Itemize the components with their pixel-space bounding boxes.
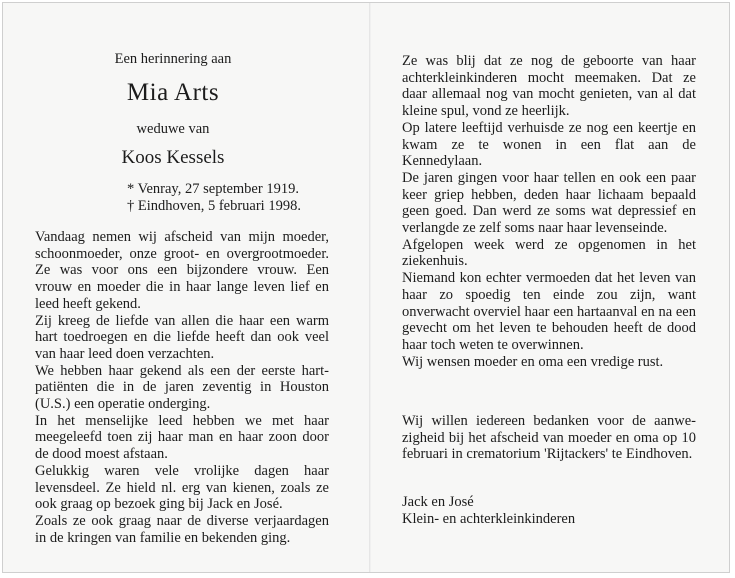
- card-fold: [369, 3, 371, 572]
- text-paragraph: Afgelopen week werd ze opgenomen in het ziekenhuis.: [402, 236, 696, 270]
- birth-line: * Venray, 27 september 1919.: [127, 181, 299, 197]
- text-paragraph: Vandaag nemen wij afscheid van mijn moeder, schoonmoeder, onze groot- en overgrootmoeder. Ze was voor ons een bijzondere vrouw. Een vrouw en moeder die in haar lange leven lief en leed heeft gekend.: [35, 229, 329, 312]
- text-paragraph: Ze was blij dat ze nog de geboorte van haar achterkleinkinderen mocht meemaken. Dat ze daar allemaal nog van mocht genieten, van al dat kleine spul, vond ze heerlijk.: [402, 53, 696, 120]
- text-paragraph: De jaren gingen voor haar tellen en ook een paar keer griep hebben, deden haar lichaam bepaald geen goed. Dan werd ze soms wat depressief en verlangde ze zelf soms naar haar levenseinde.: [402, 169, 696, 237]
- widow-of-line: weduwe van: [136, 121, 210, 137]
- text-paragraph: Zoals ze ook graag naar de diverse verjaardagen in de kringen van familie en bekenden ging.: [35, 512, 329, 546]
- memorial-card: [2, 2, 730, 573]
- signature-relatives: Klein- en achterkleinkinderen: [402, 511, 576, 527]
- text-paragraph: Niemand kon echter vermoeden dat het leven van haar zo spoedig ten einde zou zijn, want onverwacht overviel haar een hartaanval en na een gevecht om het leven te behouden heeft de dood haar toch weten te overwinnen.: [402, 270, 696, 353]
- text-paragraph: Zij kreeg de liefde van allen die haar een warm hart toedroegen en die liefde heeft dan ook veel van haar leed doen verzachten.: [35, 312, 329, 362]
- text-paragraph: Wij wensen moeder en oma een vredige rust.: [402, 353, 664, 370]
- text-paragraph: Op latere leeftijd verhuisde ze nog een keertje en kwam ze te wonen in een flat aan de Kennedylaan.: [402, 119, 696, 170]
- signature-names: Jack en José: [402, 494, 474, 510]
- deceased-name: Mia Arts: [126, 79, 220, 106]
- death-line: † Eindhoven, 5 februari 1998.: [127, 198, 301, 214]
- text-paragraph: In het menselijke leed hebben we met haar meegeleefd toen zij haar man en haar zoon door de dood moest afstaan.: [35, 412, 329, 463]
- intro-line: Een herinnering aan: [114, 51, 232, 67]
- husband-name: Koos Kessels: [121, 147, 225, 168]
- thanks-text: Wij willen iedereen bedanken voor de aanwe-zigheid bij het afscheid van moeder en oma op 10 februari in crematorium 'Rijtackers' te Eindhoven.: [402, 413, 696, 463]
- text-paragraph: Gelukkig waren vele vrolijke dagen haar levensdeel. Ze hield nl. erg van kienen, zoals ze ook graag op bezoek ging bij Jack en José.: [35, 462, 329, 513]
- left-body-text: [35, 229, 329, 546]
- text-paragraph: We hebben haar gekend als een der eerste hart-patiënten die in de jaren zeventig in Houston (U.S.) een operatie onderging.: [35, 362, 329, 413]
- right-body-text: [402, 53, 696, 370]
